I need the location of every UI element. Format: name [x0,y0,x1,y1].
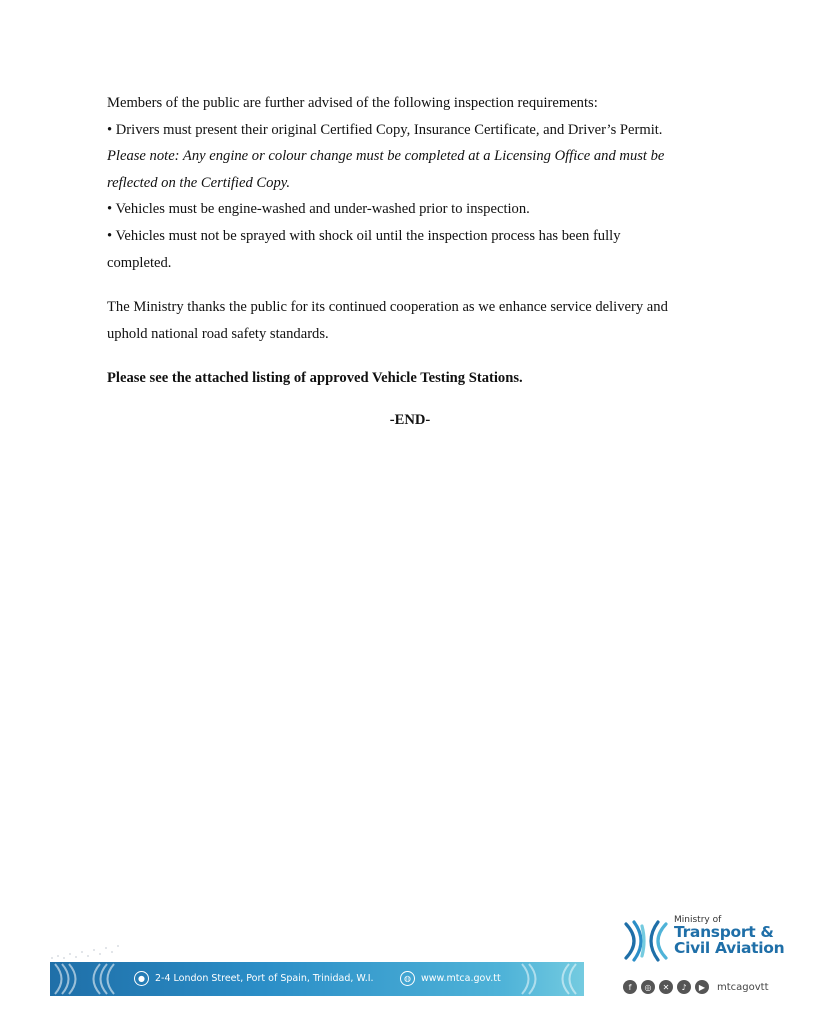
location-pin-icon: ● [134,971,149,986]
footer-address [134,971,374,986]
requirement-wash: • Vehicles must be engine-washed and under-washed prior to inspection. [107,201,530,218]
footer-website[interactable] [400,971,501,986]
dot-pattern [48,940,128,962]
tiktok-icon[interactable]: ♪ [677,980,691,994]
social-handle[interactable]: mtcagovtt [717,981,769,993]
address-text: 2-4 London Street, Port of Spain, Trinidad, W.I. [155,973,374,984]
note-line-1: Please note: Any engine or colour change must be completed at a Licensing Office and must be [107,148,665,165]
logo-transport: Transport & [674,923,774,941]
globe-icon: ◍ [400,971,415,986]
website-text[interactable]: www.mtca.gov.tt [421,973,501,984]
thanks-line-2: uphold national road safety standards. [107,325,329,342]
end-marker: -END- [389,412,431,428]
requirement-oil-2: completed. [107,254,172,271]
youtube-icon[interactable]: ▶ [695,980,709,994]
facebook-icon[interactable]: f [623,980,637,994]
footer-contact-bar [50,962,584,996]
requirement-permit: • Drivers must present their original Certified Copy, Insurance Certificate, and Driver’s Permit. [107,121,663,138]
x-icon[interactable]: ✕ [659,980,673,994]
logo-ministry-of: Ministry of [674,915,722,925]
intro-text: Members of the public are further advised of the following inspection requirements: [107,95,598,111]
instagram-icon[interactable]: ◎ [641,980,655,994]
ministry-logo-text [674,916,784,956]
footer-pattern-left [50,962,120,996]
social-links [623,980,769,994]
logo-civil-aviation: Civil Aviation [674,938,785,957]
document-body [107,90,727,392]
requirement-oil-1: • Vehicles must not be sprayed with shock oil until the inspection process has been fully [107,227,621,244]
footer-pattern-right [514,962,584,996]
note-line-2: reflected on the Certified Copy. [107,174,291,191]
attached-listing-note: Please see the attached listing of approved Vehicle Testing Stations. [107,370,523,387]
ministry-logo-icon [622,918,670,964]
thanks-line-1: The Ministry thanks the public for its continued cooperation as we enhance service delivery and [107,299,668,316]
